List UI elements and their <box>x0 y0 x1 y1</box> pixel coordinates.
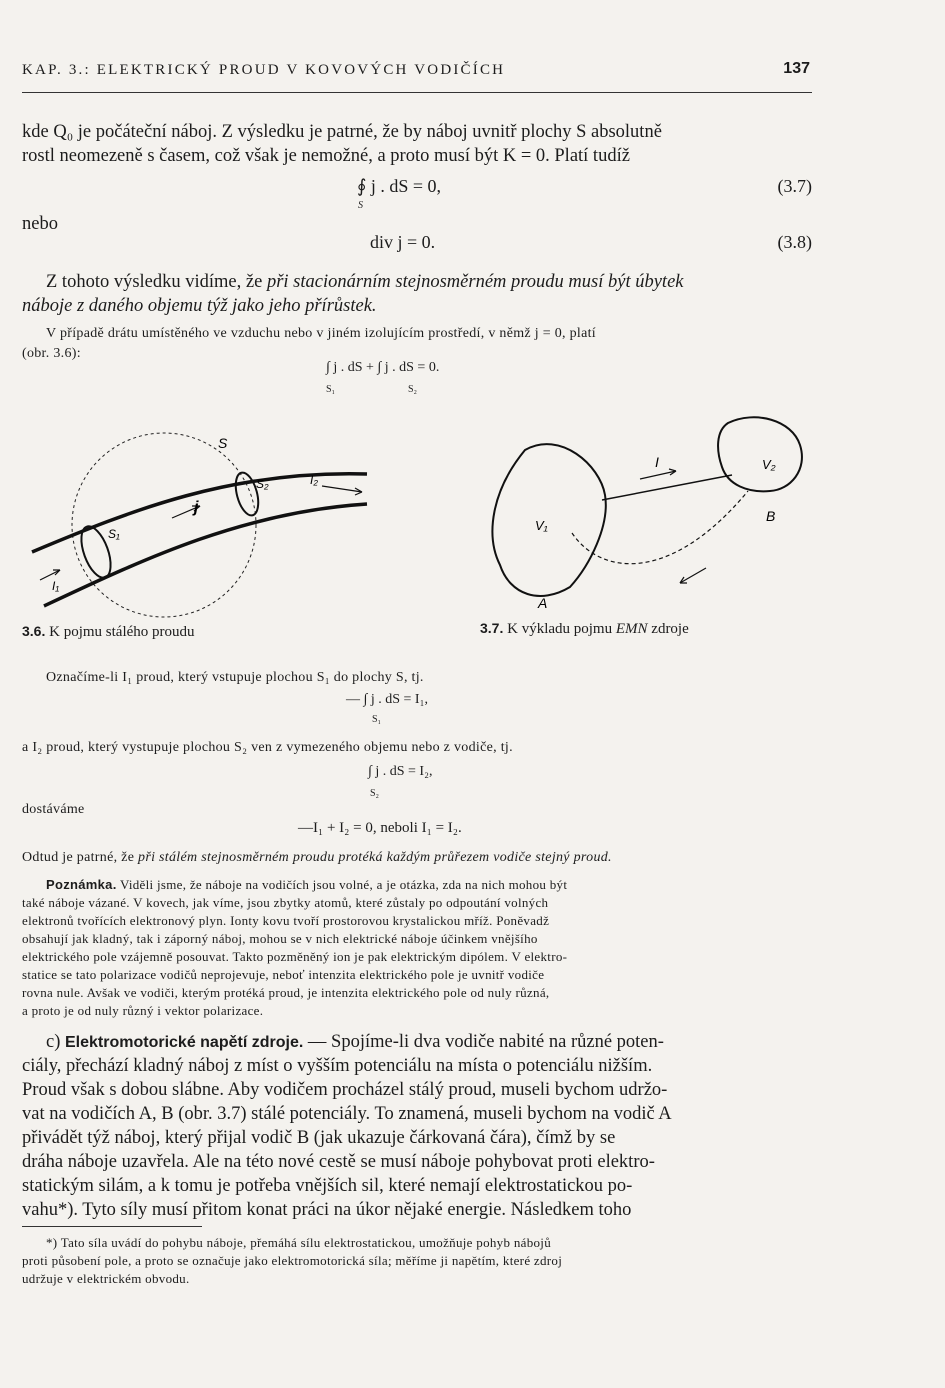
small3-line1: a I₂ proud, který vystupuje plochou S₂ ven z vymezeného objemu nebo z vodiče, tj. <box>22 740 513 755</box>
equation-i2-subscript: S₂ <box>370 788 380 799</box>
small1-line1: V případě drátu umístěného ve vzduchu nebo v jiném izolujícím prostředí, v němž j = 0, platí <box>46 326 597 341</box>
note-line-3: elektronů tvořících elektronový plyn. Ionty kovu tvoří prostorovou krystalickou mříž. Poněvadž <box>22 913 550 928</box>
figure-3-7-text-pre: K výkladu pojmu <box>507 621 616 637</box>
small1-line2: (obr. 3.6): <box>22 346 81 361</box>
note-line-2: také náboje vázané. V kovech, jak víme, jsou zbytky atomů, které zůstaly po odpoutání volných <box>22 895 549 910</box>
small4-lead: Odtud je patrné, že <box>22 850 139 865</box>
para2-lead: Z tohoto výsledku vidíme, že <box>46 272 267 292</box>
para1-line2: rostl neomezeně s časem, což však je nemožné, a proto musí být K = 0. Platí tudíž <box>22 146 630 166</box>
para1-line1: kde Q₀ je počáteční náboj. Z výsledku je patrné, že by náboj uvnitř plochy S absolutně <box>22 122 662 142</box>
figure-3-7-text-emn: EMN <box>615 621 648 637</box>
label-v2: V₂ <box>762 457 776 472</box>
equation-3-8: div j = 0. <box>370 232 436 252</box>
header-rule <box>22 92 812 93</box>
conductor-b-outline <box>718 417 802 491</box>
section-c-line-7: statickým silám, a k tomu je potřeba vnějších sil, které nemají elektrostatickou po- <box>22 1176 633 1196</box>
note-title: Poznámka. <box>46 877 117 892</box>
figure-3-6 <box>22 420 382 625</box>
label-a: A <box>538 595 548 611</box>
label-s1: S₁ <box>108 527 120 541</box>
word-dostavame: dostáváme <box>22 802 85 817</box>
label-b: B <box>766 508 776 524</box>
figure-3-7-text-post: zdroje <box>647 621 689 637</box>
footnote-line-2: proti působení pole, a proto se označuje jako elektromotorická síla; měříme ji napětím, které zdroj <box>22 1253 563 1268</box>
figure-3-6-text: K pojmu stálého proudu <box>49 624 195 640</box>
section-c-line-4: vat na vodičích A, B (obr. 3.7) stálé potenciály. To znamená, museli bychom na vodič A <box>22 1104 672 1124</box>
section-c-line-5: přivádět týž náboj, který přijal vodič B (jak ukazuje čárkovaná čára), čímž by se <box>22 1128 616 1148</box>
equation-3-8-number: (3.8) <box>777 232 812 252</box>
note-line-1 <box>46 876 812 894</box>
footnote-line-3: udržuje v elektrickém obvodu. <box>22 1271 190 1286</box>
figure-3-6-number: 3.6. <box>22 623 46 639</box>
small4-line <box>22 848 812 867</box>
note-line-6: statice se tato polarizace vodičů neprojevuje, neboť intenzita elektrického pole je uvnitř vodiče <box>22 967 545 982</box>
running-header: KAP. 3.: ELEKTRICKÝ PROUD V KOVOVÝCH VODIČÍCH <box>22 62 506 78</box>
small4-italic: při stálém stejnosměrném proudu protéká každým průřezem vodiče stejný proud. <box>138 850 612 865</box>
figure-3-7-number: 3.7. <box>480 620 504 636</box>
equation-s1-s2: ∫ j . dS + ∫ j . dS = 0. <box>326 360 440 375</box>
dashed-return-path <box>572 491 748 564</box>
figure-3-6-caption <box>22 623 195 641</box>
wire-lower-edge <box>44 504 367 606</box>
equation-final: —I₁ + I₂ = 0, neboli I₁ = I₂. <box>298 820 462 836</box>
word-nebo: nebo <box>22 214 58 234</box>
label-i: I <box>655 454 659 470</box>
section-c-prefix: c) <box>46 1032 65 1052</box>
section-c-line-3: Proud však s dobou slábne. Aby vodičem procházel stálý proud, museli bychom udržo- <box>22 1080 668 1100</box>
para2-line1 <box>46 270 812 294</box>
footnote-rule <box>22 1226 202 1227</box>
small2-line1: Označíme-li I₁ proud, který vstupuje plochou S₁ do plochy S, tj. <box>46 670 424 685</box>
equation-i2: ∫ j . dS = I₂, <box>368 764 433 779</box>
section-c-line-1-text: — Spojíme-li dva vodiče nabité na různé poten- <box>303 1032 664 1052</box>
section-c-title: Elektromotorické napětí zdroje. <box>65 1034 304 1051</box>
figure-3-7 <box>480 405 820 617</box>
equation-i1-subscript: S₁ <box>372 714 382 725</box>
figure-3-7-caption <box>480 620 689 638</box>
para2-line2: náboje z daného objemu týž jako jeho přírůstek. <box>22 296 377 316</box>
section-c-line-1 <box>46 1030 812 1055</box>
label-j: j <box>194 499 199 516</box>
note-line-8: a proto je od nuly různý i vektor polarizace. <box>22 1003 264 1018</box>
section-c-line-6: dráha náboje uzavřela. Ale na této nové cestě se musí náboje pohybovat proti elektro- <box>22 1152 655 1172</box>
label-i1: I₁ <box>52 579 60 593</box>
equation-s1-subscript: S₁ <box>326 384 336 395</box>
note-line-1-text: Viděli jsme, že náboje na vodičích jsou volné, a je otázka, zda na nich mohou být <box>116 877 568 892</box>
equation-i1: — ∫ j . dS = I₁, <box>346 692 428 707</box>
footnote-line-1: *) Tato síla uvádí do pohybu náboje, přemáhá sílu elektrostatickou, umožňuje pohyb nábojů <box>46 1235 552 1250</box>
connecting-wire <box>602 475 732 500</box>
note-line-5: elektrického pole vzájemně posouvat. Takto pozměněný ion je pak elektrickým dipólem. V elektro- <box>22 949 568 964</box>
label-v1: V₁ <box>535 518 548 533</box>
section-c-line-8: vahu*). Tyto síly musí přitom konat práci na úkor nějaké energie. Následkem toho <box>22 1200 632 1220</box>
para2-italic1: při stacionárním stejnosměrném proudu musí být úbytek <box>266 272 684 292</box>
label-s2: S₂ <box>256 477 269 491</box>
conductor-a-outline <box>492 444 605 596</box>
note-line-4: obsahují jak kladný, tak i záporný náboj, mohou se v nich elektrické náboje účinkem vnějšího <box>22 931 538 946</box>
label-s: S <box>218 435 228 451</box>
note-line-7: rovna nule. Avšak ve vodiči, kterým protéká proud, je intenzita elektrického pole od nuly různá, <box>22 985 550 1000</box>
equation-3-7: ∮ j . dS = 0, <box>357 176 442 196</box>
label-i2: I₂ <box>310 473 318 487</box>
section-c-line-2: ciály, přechází kladný náboj z míst o vyšším potenciálu na místa o potenciálu nižším. <box>22 1056 653 1076</box>
arrow-return <box>680 568 706 583</box>
equation-3-7-number: (3.7) <box>777 176 812 196</box>
page-number: 137 <box>783 60 810 77</box>
equation-s2-subscript: S₂ <box>408 384 418 395</box>
equation-3-7-subscript: S <box>358 200 363 211</box>
